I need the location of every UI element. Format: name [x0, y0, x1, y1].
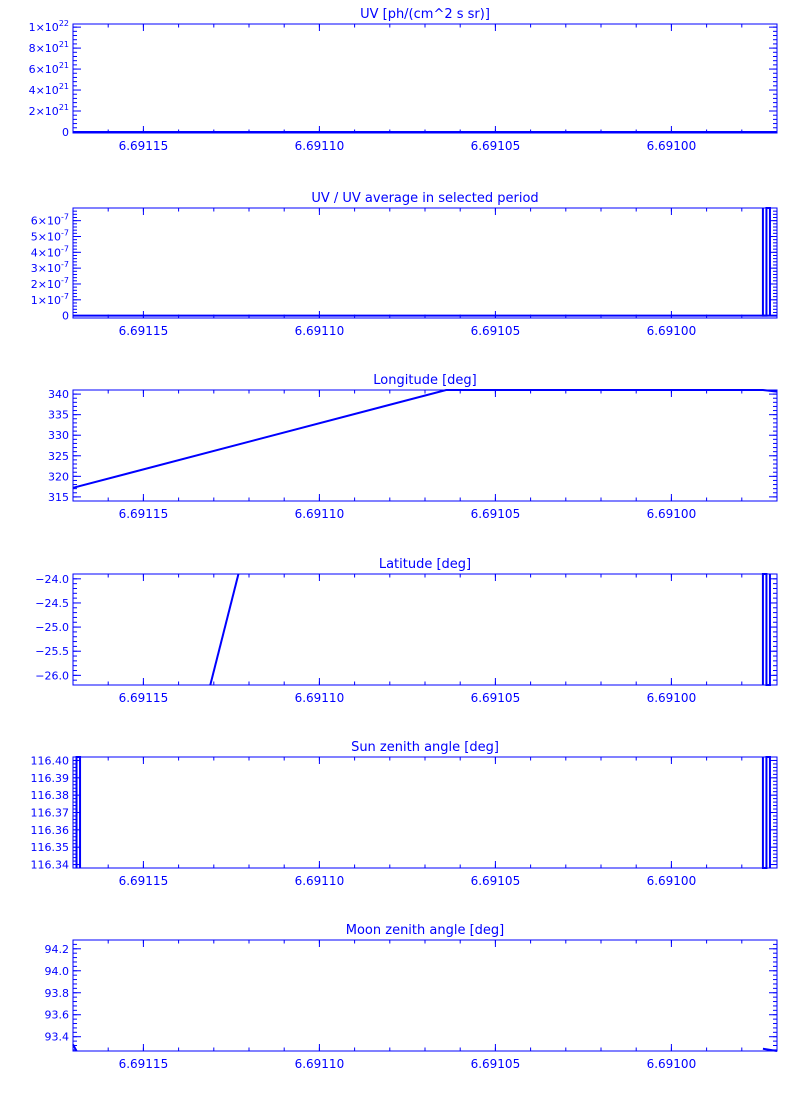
y-tick-label: 94.0 — [44, 964, 69, 978]
y-tick-label: 93.4 — [44, 1030, 69, 1044]
y-tick-label: −25.0 — [35, 621, 69, 635]
series-line-2 — [763, 208, 770, 316]
x-tick-label: 6.69115 — [118, 324, 169, 338]
x-tick-label: 6.69100 — [646, 139, 697, 153]
y-tick-label: −25.5 — [35, 645, 69, 659]
y-tick-label: $3\times 10^{-7}$ — [30, 260, 69, 276]
chart-panel-5 — [31, 740, 778, 888]
y-tick-label: 320 — [48, 470, 69, 484]
y-tick-label: 116.39 — [30, 771, 69, 785]
y-tick-label: $6\times 10^{-7}$ — [30, 212, 69, 228]
y-tick-label: 116.40 — [30, 754, 69, 768]
x-tick-label: 6.69100 — [646, 1057, 697, 1071]
chart-title: Moon zenith angle [deg] — [345, 923, 505, 938]
y-tick-label: $1\times 10^{-7}$ — [30, 291, 69, 307]
x-tick-label: 6.69110 — [294, 507, 345, 521]
x-tick-label: 6.69110 — [294, 691, 345, 705]
y-tick-label: $4\times 10^{-7}$ — [30, 244, 69, 260]
x-tick-label: 6.69110 — [294, 139, 345, 153]
y-tick-label: 0 — [62, 125, 69, 139]
x-tick-label: 6.69115 — [118, 874, 169, 888]
y-tick-label: $1\times 10^{22}$ — [28, 19, 69, 35]
y-tick-label: 116.38 — [30, 789, 69, 803]
plot-frame — [73, 757, 777, 868]
x-tick-label: 6.69100 — [646, 874, 697, 888]
y-tick-label: $8\times 10^{21}$ — [28, 40, 69, 56]
x-tick-label: 6.69105 — [470, 874, 521, 888]
chart-panel-3 — [48, 373, 777, 521]
y-tick-label: $6\times 10^{21}$ — [28, 61, 69, 77]
plot-frame — [73, 208, 777, 318]
x-tick-label: 6.69100 — [646, 691, 697, 705]
plot-frame — [73, 390, 777, 501]
y-tick-label: 116.34 — [30, 858, 69, 872]
series-line-2 — [763, 757, 770, 868]
chart-title: Sun zenith angle [deg] — [351, 740, 499, 755]
series-line-1 — [73, 390, 777, 488]
y-tick-label: 330 — [48, 429, 69, 443]
x-tick-label: 6.69115 — [118, 507, 169, 521]
chart-panel-2 — [31, 191, 777, 338]
chart-title: Longitude [deg] — [373, 373, 477, 388]
x-tick-label: 6.69105 — [470, 324, 521, 338]
x-tick-label: 6.69115 — [118, 139, 169, 153]
plot-frame — [73, 24, 777, 133]
chart-panel-4 — [35, 557, 777, 705]
x-tick-label: 6.69110 — [294, 874, 345, 888]
x-tick-label: 6.69105 — [470, 507, 521, 521]
y-tick-label: 116.37 — [30, 806, 69, 820]
y-tick-label: $2\times 10^{-7}$ — [30, 275, 69, 291]
y-tick-label: $5\times 10^{-7}$ — [30, 228, 69, 244]
x-tick-label: 6.69100 — [646, 324, 697, 338]
chart-title: UV / UV average in selected period — [311, 191, 539, 206]
x-tick-label: 6.69115 — [118, 691, 169, 705]
y-tick-label: 335 — [48, 408, 69, 422]
series-line-1 — [210, 574, 238, 685]
x-tick-label: 6.69105 — [470, 691, 521, 705]
x-tick-label: 6.69110 — [294, 1057, 345, 1071]
y-tick-label: 0 — [62, 309, 69, 323]
y-tick-label: 116.35 — [30, 841, 69, 855]
y-tick-label: −24.5 — [35, 596, 69, 610]
y-tick-label: 325 — [48, 449, 69, 463]
plot-frame — [73, 940, 777, 1051]
y-tick-label: −26.0 — [35, 669, 69, 683]
plot-frame — [73, 574, 777, 685]
chart-title: UV [ph/(cm^2 s sr)] — [360, 7, 490, 22]
y-tick-label: −24.0 — [35, 572, 69, 586]
y-tick-label: 116.36 — [30, 823, 69, 837]
x-tick-label: 6.69105 — [470, 1057, 521, 1071]
y-tick-label: 315 — [48, 490, 69, 504]
chart-panel-1 — [29, 7, 777, 153]
y-tick-label: 340 — [48, 388, 69, 402]
y-tick-label: $4\times 10^{21}$ — [28, 82, 69, 98]
x-tick-label: 6.69110 — [294, 324, 345, 338]
y-tick-label: 94.2 — [44, 942, 69, 956]
x-tick-label: 6.69115 — [118, 1057, 169, 1071]
y-tick-label: $2\times 10^{21}$ — [28, 102, 69, 118]
series-line-2 — [763, 574, 770, 685]
chart-title: Latitude [deg] — [378, 557, 472, 572]
x-tick-label: 6.69100 — [646, 507, 697, 521]
y-tick-label: 93.6 — [44, 1008, 69, 1022]
chart-panel-6 — [45, 923, 778, 1071]
x-tick-label: 6.69105 — [470, 139, 521, 153]
y-tick-label: 93.8 — [44, 986, 69, 1000]
